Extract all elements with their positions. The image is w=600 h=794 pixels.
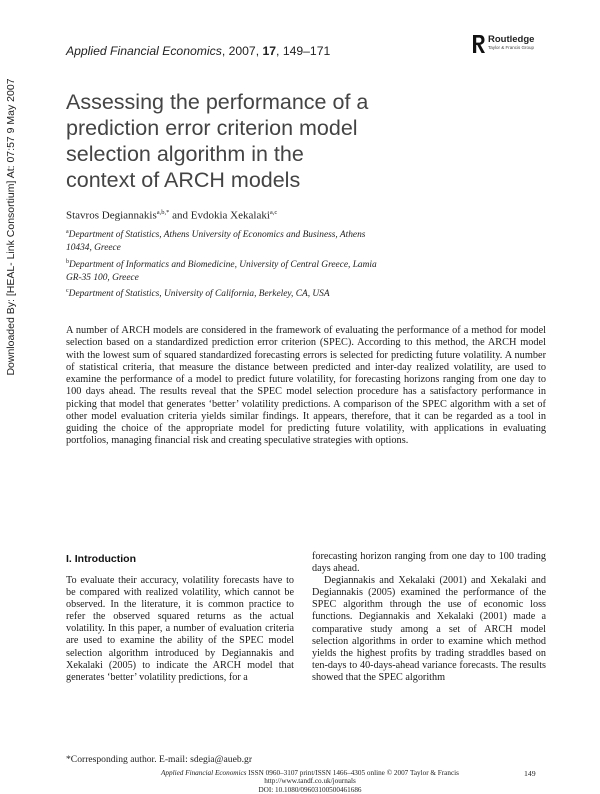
body-column-right [312, 551, 546, 684]
publisher-logo [472, 34, 552, 56]
footer-issn: ISSN 0960–3107 print/ISSN 1466–4305 online © 2007 Taylor & Francis [246, 769, 459, 777]
affiliation-text: Department of Statistics, University of California, Berkeley, CA, USA [68, 289, 330, 300]
footer-doi: DOI: 10.1080/09603100500461686 [258, 785, 362, 794]
author-superscript: a,c [269, 209, 278, 216]
article-title: Assessing the performance of a prediction error criterion model selection algorithm in the context of ARCH models [66, 90, 369, 192]
affiliation-marker: a [66, 229, 69, 235]
body-column-left [66, 575, 294, 684]
affiliation [66, 226, 386, 256]
journal-name: Applied Financial Economics [66, 44, 222, 58]
footer-publication-line [150, 769, 470, 777]
section-heading: I. Introduction [66, 553, 136, 565]
footer-journal: Applied Financial Economics [161, 769, 247, 777]
journal-header [66, 44, 330, 58]
footnote: *Corresponding author. E-mail: sdegia@aueb.gr [66, 754, 253, 765]
routledge-logo-icon [472, 34, 486, 54]
journal-pages: , 149–171 [276, 44, 331, 58]
abstract: A number of ARCH models are considered in the framework of evaluating the performance of a method for model selection based on a standardized prediction error criterion (SPEC). According to this method, the ARCH model with the lowest sum of squared standardized forecasting errors is selected for predicting future volatility. A number of statistical criteria, that measure the distance between predicted and inter-day realized volatility, are used to examine the performance of a model to predict future volatility, for forecasting horizons ranging from one day to 100 days ahead. The results reveal that the SPEC model selection procedure has a satisfactory performance in picking that model that generates ‘better’ volatility predictions. A comparison of the SPEC algorithm with a set of other model evaluation criteria yields similar findings. It appears, therefore, that it can be regarded as a tool in guiding the choice of the appropriate model for predicting future volatility, with applications in evaluating portfolios, managing financial risk and creating speculative strategies with options. [66, 325, 546, 447]
author-name: Stavros Degiannakis [66, 209, 157, 222]
affiliation-marker: c [66, 288, 69, 295]
affiliation-text: Department of Statistics, Athens University of Economics and Business, Athens 10434, Greece [66, 230, 366, 254]
publisher-name: Routledge [488, 34, 535, 45]
author-line [66, 209, 277, 222]
affiliation [66, 256, 386, 286]
publisher-subtitle: Taylor & Francis Group [488, 45, 535, 50]
paragraph: Degiannakis and Xekalaki (2001) and Xekalaki and Degiannakis (2005) examined the performance of the SPEC algorithm through the use of economic loss functions. Degiannakis and Xekalaki (2001) made a comparative study among a set of ARCH model selection algorithms in order to examine which method yields the highest profits by trading straddles based on ten-days to 40-days-ahead variance forecasts. The results showed that the SPEC algorithm [312, 575, 546, 683]
affiliations [66, 226, 386, 301]
affiliation-text: Department of Informatics and Biomedicine, University of Central Greece, Lamia GR-35 100, Greece [66, 259, 377, 283]
journal-volume: 17 [262, 44, 277, 58]
page-number: 149 [524, 769, 536, 778]
download-watermark: Downloaded By: [HEAL- Link Consortium] At: 07:57 9 May 2007 [5, 78, 17, 376]
journal-year: , 2007, [221, 44, 263, 58]
affiliation-marker: b [66, 258, 69, 265]
paragraph: To evaluate their accuracy, volatility forecasts have to be compared with realized volatility, which cannot be observed. In the literature, it is common practice to refer the observed squared returns as the actual volatility. In this paper, a number of evaluation criteria are used to examine the ability of the SPEC model selection algorithm introduced by Degiannakis and Xekalaki (2005) to indicate the ARCH model that generates ‘better’ volatility predictions, for a [66, 575, 294, 683]
paragraph: forecasting horizon ranging from one day to 100 trading days ahead. [312, 551, 546, 575]
affiliation [66, 285, 386, 301]
footer-url: http://www.tandf.co.uk/journals [264, 777, 356, 786]
author-name: Evdokia Xekalaki [190, 209, 270, 222]
author-superscript: a,b,* [156, 209, 170, 216]
author-conjunction: and [169, 209, 191, 222]
